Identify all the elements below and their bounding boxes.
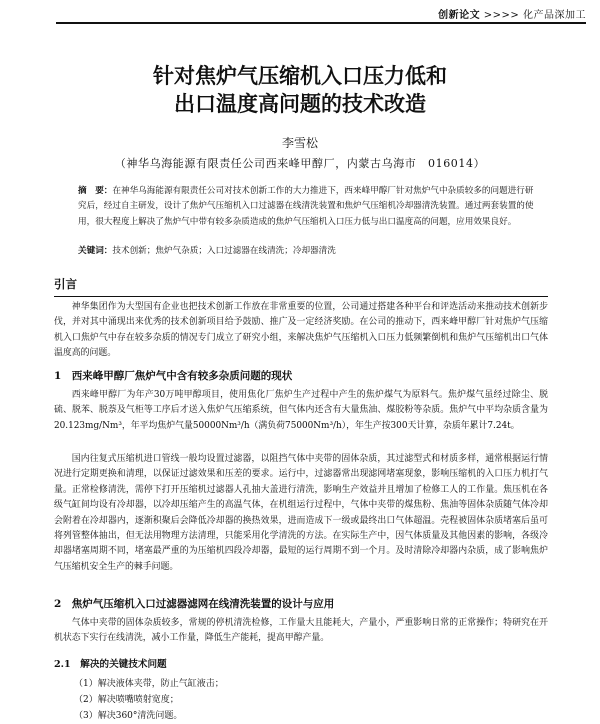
header-section: 创新论文 [438,10,481,21]
section-1-paragraph-1: 西来峰甲醇厂为年产30万吨甲醇项目，使用焦化厂焦炉生产过程中产生的焦炉煤气为原料气。焦炉煤气虽经过除尘、脱硫、脱苯、脱萘及气柜等工序后才送入焦炉气压缩系统，但气体内还含有大量焦油、煤胶粉等杂质。焦炉气中平均杂质含量为20.123mg/Nm³，年平均焦炉气量50000Nm³/h（满负荷75000Nm³/h），年生产按300天计算，杂质年累计7.24t。 [54,390,548,431]
keywords-text: 技术创新；焦炉气杂质；入口过滤器在线清洗；冷却器清洗 [112,246,336,256]
paper-title [0,62,600,118]
list-item: （3）解决360°清洗问题。 [74,711,183,721]
section-2-1-heading: 2.1 解决的关键技术问题 [54,659,167,670]
keywords [78,244,534,259]
section-2-heading: 2 焦炉气压缩机入口过滤器滤网在线清洗装置的设计与应用 [54,598,335,610]
section-1-paragraph-2: 国内往复式压缩机进口管线一般均设置过滤器，以阻挡气体中夹带的固体杂质，其过滤型式和材质多样，通常根据运行情况进行定期更换和清理，以保证过滤效果和压差的要求。运行中，过滤器常出现滤网堵塞现象，影响压缩机的入口压力机打气量。正常检修清洗，需停下打开压缩机过滤器人孔抽大盖进行清洗，影响生产效益并且增加了检修工人的工作量。焦压机在各级气缸间均设有冷却器，以冷却压缩产生的高温气体，在机组运行过程中，气体中夹带的煤焦粉、焦油等固体杂质随气体冷却会附着在冷却器内，逐渐积聚后会降低冷却器的换热效果，进而造成下一级或最终出口气体超温。壳程被固体杂质堵塞后虽可将列管整体抽出，但无法用物理方法清理，只能采用化学清洗的方法。在实际生产中，因气体质量及其他因素的影响，各级冷却器堵塞周期不同，堵塞最严重的为压缩机四段冷却器，最短的运行周期不到一个月。及时清除冷却器内杂质，成了影响焦炉气压缩机安全生产的棘手问题。 [54,454,548,572]
keywords-label: 关键词： [78,246,113,256]
header-category: 化产品深加工 [523,10,586,21]
abstract-label: 摘 要： [78,186,113,196]
section-1-heading: 1 西来峰甲醇厂焦炉气中含有较多杂质问题的现状 [54,370,293,382]
title-line-1: 针对焦炉气压缩机入口压力低和 [153,63,447,88]
key-issues-list [74,676,224,724]
header-rule [56,22,586,24]
intro-heading: 引言 [54,277,77,291]
list-item: （2）解决喷嘴喷射宽度； [74,695,179,705]
section-2-paragraph-1: 气体中夹带的固体杂质较多，常规的停机清洗检修，工作量大且能耗大，产量小，严重影响日常的正常操作；特研究在开机状态下实行在线清洗，减小工作量，降低生产能耗，提高甲醇产量。 [54,618,548,644]
author-name: 李雪松 [281,136,318,150]
abstract-text: 在神华乌海能源有限责任公司对技术创新工作的大力推进下，西来峰甲醇厂针对焦炉气中杂质较多的问题进行研究后，经过自主研发，设计了焦炉气压缩机入口过滤器在线清洗装置和焦炉气压缩机冷却器清洗装置。通过两套装置的使用，很大程度上解决了焦炉气中带有较多杂质造成的焦炉气压缩机入口压力低与出口温度高的问题，应用效果良好。 [78,186,534,227]
title-line-2: 出口温度高问题的技术改造 [174,91,426,116]
header-arrows: >>>> [483,10,520,21]
running-header [438,6,586,21]
author-affiliation: （神华乌海能源有限责任公司西来峰甲醇厂，内蒙古乌海市 016014） [114,157,486,170]
intro-paragraph: 神华集团作为大型国有企业也把技术创新工作放在非常重要的位置，公司通过搭建各种平台和评选活动来推动技术创新步伐，并对其中涌现出来优秀的技术创新项目给予鼓励、推广及一定经济奖励。在公司的推动下，西来峰甲醇厂针对焦炉气压缩机入口焦炉气中存在较多杂质的情况专门成立了研究小组，来解决焦炉气压缩机入口压力低频繁倒机和焦炉气压缩机出口气体温度高的问题。 [54,302,548,359]
list-item: （1）解决液体夹带，防止气缸液击； [74,679,224,689]
abstract [78,184,534,230]
intro-rule [54,296,548,297]
